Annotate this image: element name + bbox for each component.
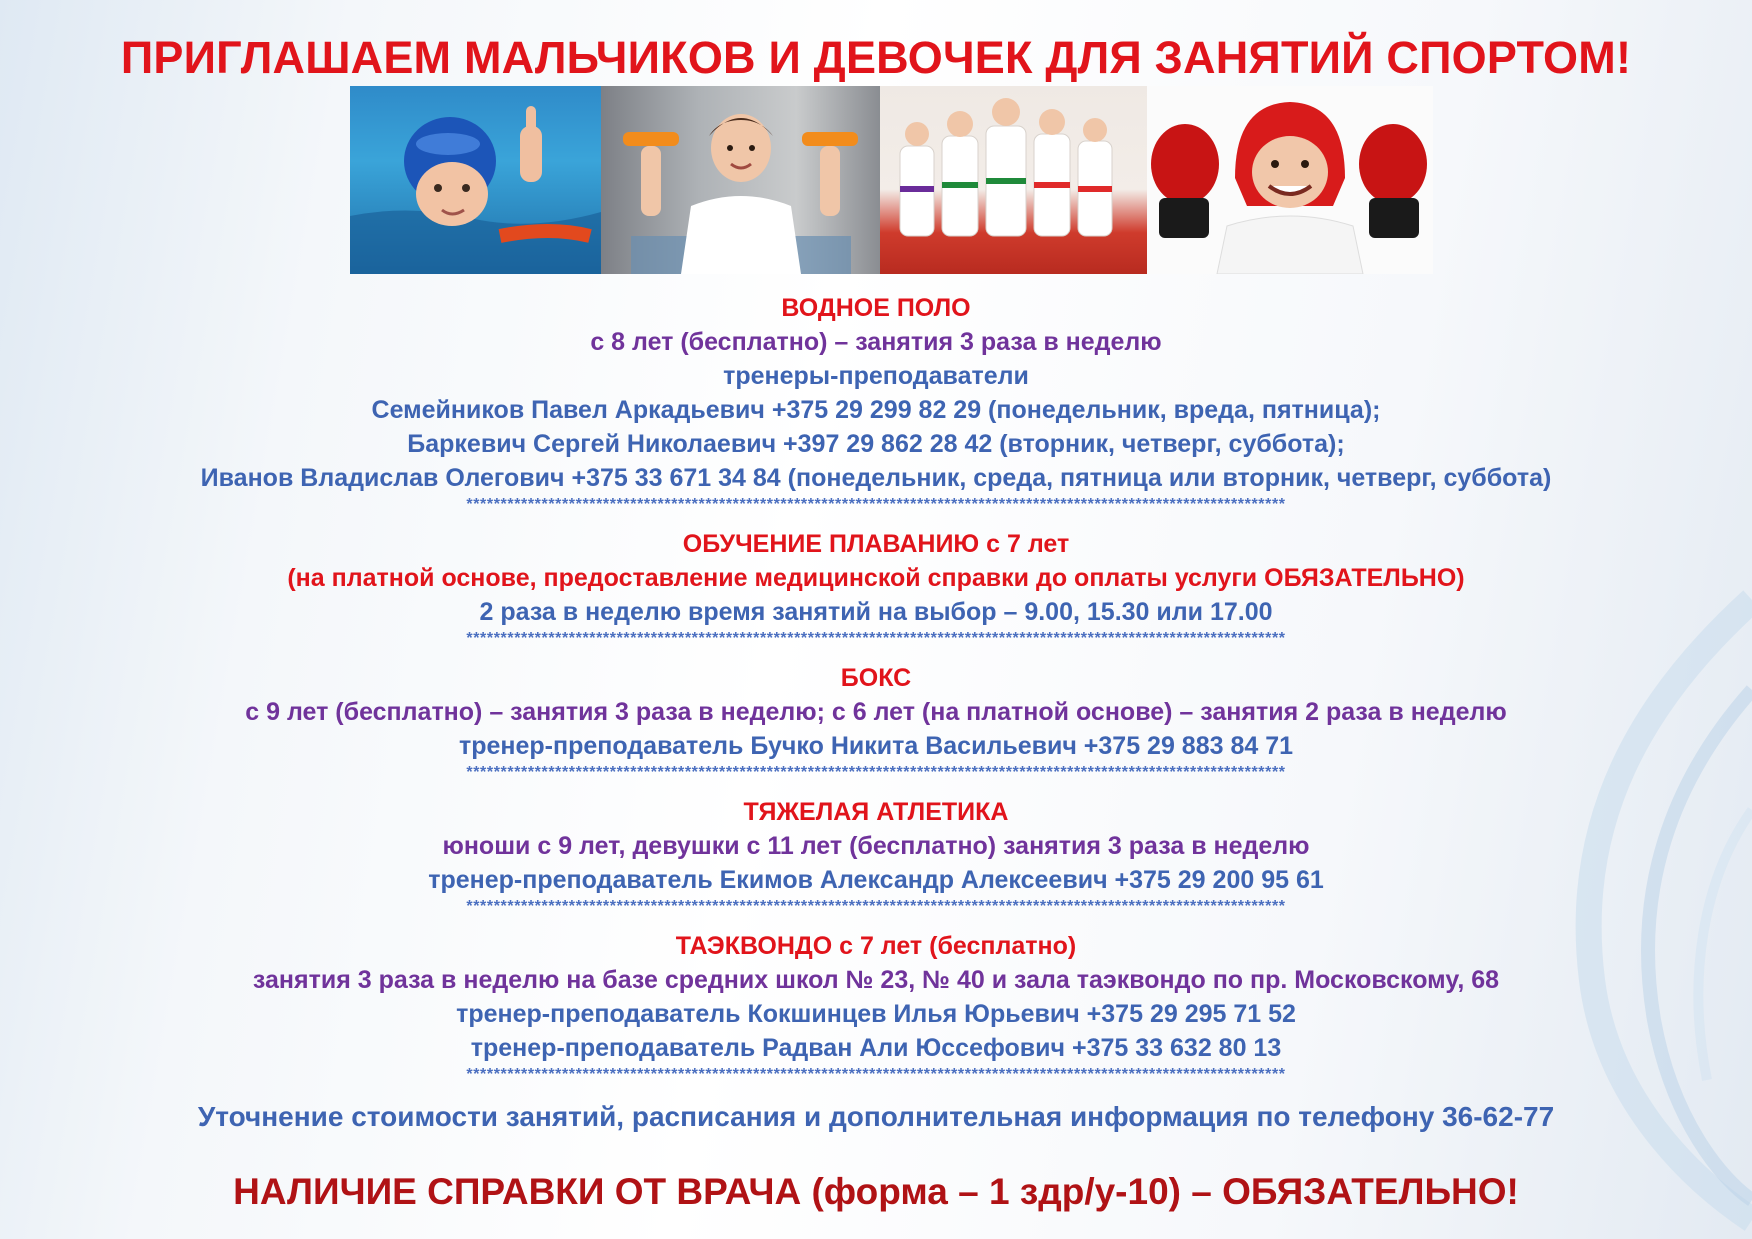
dumbbells-photo (601, 86, 880, 274)
swimming-title: ОБУЧЕНИЕ ПЛАВАНИЮ с 7 лет (682, 530, 1070, 558)
section-separator: ************************************************************************************************************************ (466, 898, 1286, 915)
water-polo-title: ВОДНОЕ ПОЛО (781, 294, 971, 322)
swimmer-photo (350, 86, 601, 274)
water-polo-coaches-label: тренеры-преподаватели (723, 362, 1029, 390)
taekwondo-coach-2: тренер-преподаватель Радван Али Юссефович +375 33 632 80 13 (470, 1034, 1282, 1062)
water-polo-coach-2: Баркевич Сергей Николаевич +397 29 862 28 42 (вторник, четверг, суббота); (407, 430, 1345, 458)
section-separator: ************************************************************************************************************************ (466, 496, 1286, 513)
boxing-schedule: с 9 лет (бесплатно) – занятия 3 раза в неделю; с 6 лет (на платной основе) – занятия 2 раза в неделю (245, 698, 1507, 726)
boxing-title: БОКС (840, 664, 912, 692)
taekwondo-schedule: занятия 3 раза в неделю на базе средних школ № 23, № 40 и зала таэквондо по пр. Московскому, 68 (252, 966, 1500, 994)
water-polo-schedule: с 8 лет (бесплатно) – занятия 3 раза в неделю (590, 328, 1162, 356)
weightlifting-title: ТЯЖЕЛАЯ АТЛЕТИКА (743, 798, 1009, 826)
info-phone-line: Уточнение стоимости занятий, расписания и дополнительная информация по телефону 36-62-77 (197, 1101, 1555, 1132)
taekwondo-photo (880, 86, 1147, 274)
medical-certificate-notice: НАЛИЧИЕ СПРАВКИ ОТ ВРАЧА (форма – 1 здр/у-10) – ОБЯЗАТЕЛЬНО! (233, 1171, 1519, 1212)
swimming-schedule: 2 раза в неделю время занятий на выбор – 9.00, 15.30 или 17.00 (479, 598, 1273, 626)
water-polo-coach-3: Иванов Владислав Олегович +375 33 671 34 84 (понедельник, среда, пятница или вторник, четверг, суббота) (200, 464, 1552, 492)
page-headline: ПРИГЛАШАЕМ МАЛЬЧИКОВ И ДЕВОЧЕК ДЛЯ ЗАНЯТИЙ СПОРТОМ! (120, 32, 1632, 83)
section-separator: ************************************************************************************************************************ (466, 764, 1286, 781)
taekwondo-coach-1: тренер-преподаватель Кокшинцев Илья Юрьевич +375 29 295 71 52 (456, 1000, 1296, 1028)
section-separator: ************************************************************************************************************************ (466, 1066, 1286, 1083)
water-polo-coach-1: Семейников Павел Аркадьевич +375 29 299 82 29 (понедельник, вреда, пятница); (371, 396, 1381, 424)
boxing-photo (1147, 86, 1433, 274)
section-separator: ************************************************************************************************************************ (466, 630, 1286, 647)
photo-strip (350, 86, 1433, 274)
weightlifting-schedule: юноши с 9 лет, девушки с 11 лет (бесплатно) занятия 3 раза в неделю (442, 832, 1310, 860)
boxing-coach: тренер-преподаватель Бучко Никита Васильевич +375 29 883 84 71 (458, 732, 1294, 760)
weightlifting-coach: тренер-преподаватель Екимов Александр Алексеевич +375 29 200 95 61 (428, 866, 1324, 894)
swimming-condition: (на платной основе, предоставление медицинской справки до оплаты услуги ОБЯЗАТЕЛЬНО) (287, 564, 1465, 592)
taekwondo-title: ТАЭКВОНДО с 7 лет (бесплатно) (675, 932, 1077, 960)
